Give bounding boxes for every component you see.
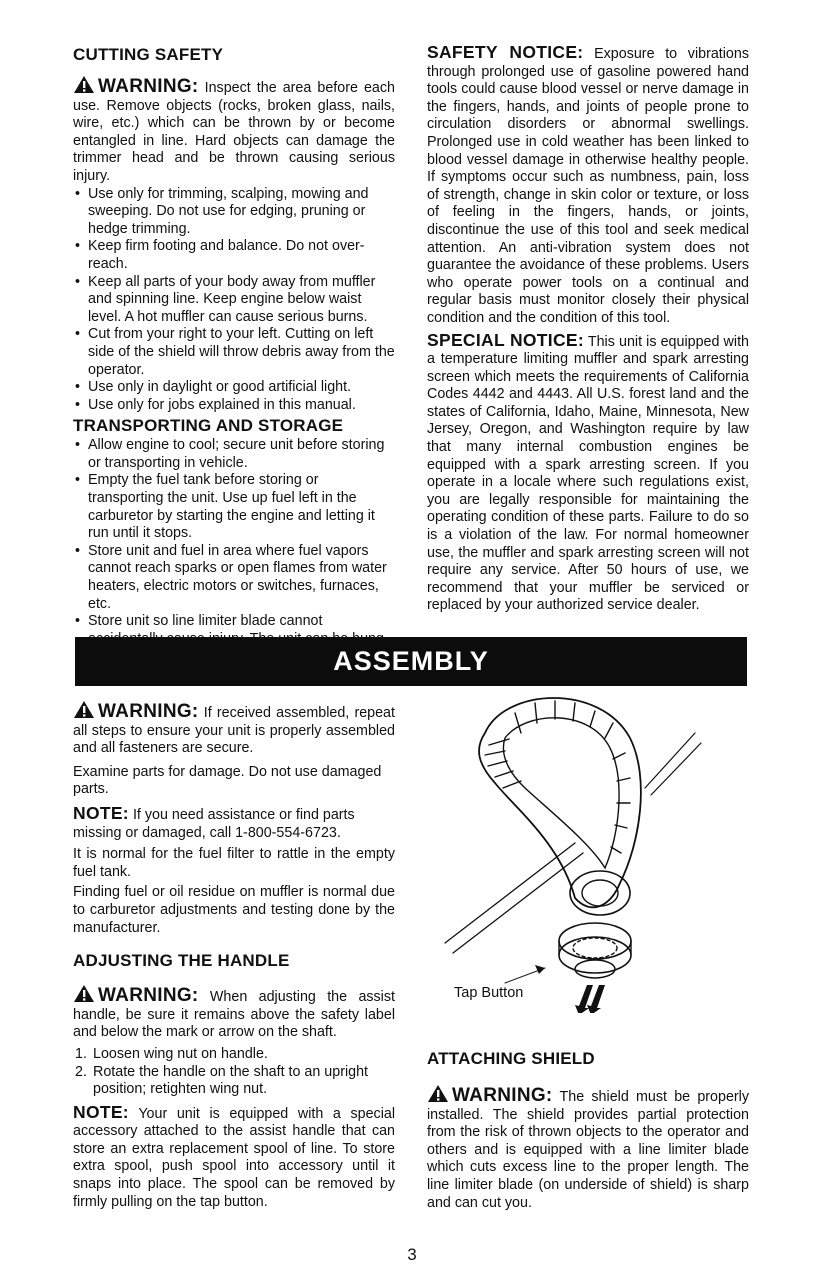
special-notice-label: SPECIAL NOTICE: xyxy=(427,329,584,350)
warning-text: Inspect the area before each use. Remove objects (rocks, broken glass, nails, wire, etc.) which can be thrown by or become entangled in line. Hard objects can damage the trimmer head and be thrown causing serious injury. xyxy=(73,80,395,184)
warning-text: If received assembled, repeat all steps to ensure your unit is properly assembled and all fasteners are secure. xyxy=(73,705,395,757)
assembly-warning xyxy=(73,700,395,758)
residue-text: Finding fuel or oil residue on muffler is normal due to carburetor adjustments and testing done by the manufacturer. xyxy=(73,884,395,936)
notices-section xyxy=(427,44,749,615)
note-label: NOTE: xyxy=(73,1101,129,1122)
list-item: • Keep all parts of your body away from muffler and spinning line. Keep engine below waist level. A hot muffler can cause serious burns. xyxy=(73,274,395,327)
warning-text: When adjusting the assist handle, be sure it remains above the safety label and below the mark or arrow on the shaft. xyxy=(73,989,395,1041)
list-item: • Cut from your right to your left. Cutting on left side of the shield will throw debris away from the operator. xyxy=(73,326,395,379)
list-item: • Empty the fuel tank before storing or transporting the unit. Use up fuel left in the carburetor by starting the engine and letting it run until it stops. xyxy=(73,472,395,542)
warning-triangle-icon xyxy=(73,75,95,94)
list-item: • Use only for trimming, scalping, mowing and sweeping. Do not use for edging, pruning or hedge trimming. xyxy=(73,186,395,239)
safety-notice-label: SAFETY NOTICE: xyxy=(427,42,584,62)
list-item: • Use only in daylight or good artificial light. xyxy=(73,379,395,397)
adjusting-handle-heading: ADJUSTING THE HANDLE xyxy=(73,951,290,971)
assistance-note xyxy=(73,802,395,842)
attaching-shield-section xyxy=(427,1048,749,1212)
transport-heading: TRANSPORTING AND STORAGE xyxy=(73,416,344,436)
warning-label: WARNING: xyxy=(98,985,199,1007)
spool-note xyxy=(73,1101,395,1212)
assist-handle-illustration xyxy=(425,693,710,1013)
cutting-safety-list xyxy=(73,186,395,415)
special-notice xyxy=(427,329,749,616)
assembly-section xyxy=(73,700,395,1211)
list-item: 1. Loosen wing nut on handle. xyxy=(75,1045,268,1062)
special-notice-text: This unit is equipped with a temperature limiting muffler and spark arresting screen which meets the requirements of California Codes 4442 and 4443. All U.S. forest land and the states of California, Idaho, Maine, Minnesota, New Jersey, Oregon, and Washington require by law that many internal combustion engines be equipped with a spark arresting screen. If you operate in a locale where such regulations exist, you are legally responsible for maintaining the operating condition of these parts. Failure to do so is a violation of the law. For normal homeowner use, the muffler and spark arresting screen will not require any service. After 50 hours of use, we recommend that your muffler be serviced or replaced by your authorized service dealer. xyxy=(427,333,749,614)
fuel-filter-text: It is normal for the fuel filter to rattle in the empty fuel tank. xyxy=(73,846,395,880)
cutting-safety-heading: CUTTING SAFETY xyxy=(73,45,224,64)
safety-notice xyxy=(427,44,749,328)
handle-steps xyxy=(73,1046,395,1099)
warning-triangle-icon xyxy=(427,1084,449,1103)
list-item: 2. Rotate the handle on the shaft to an upright position; retighten wing nut. xyxy=(75,1063,369,1098)
warning-label: WARNING: xyxy=(98,76,199,97)
pointer-arrow-icon xyxy=(535,965,545,974)
list-item: • Store unit and fuel in area where fuel vapors cannot reach sparks or open flames from water heaters, electric motors or switches, furnaces, etc. xyxy=(73,543,395,613)
warning-triangle-icon xyxy=(73,984,95,1003)
note-label: NOTE: xyxy=(73,802,129,823)
shield-warning xyxy=(427,1084,749,1212)
warning-triangle-icon xyxy=(73,700,95,719)
warning-label: WARNING: xyxy=(98,701,199,722)
examine-parts-text: Examine parts for damage. Do not use damaged parts. xyxy=(73,763,382,798)
cutting-warning xyxy=(73,75,395,186)
attaching-shield-heading: ATTACHING SHIELD xyxy=(427,1049,595,1068)
cutting-safety-section xyxy=(73,44,395,684)
page-number: 3 xyxy=(407,1245,417,1264)
warning-text: The shield must be properly installed. The shield provides partial protection from the risk of thrown objects to the operator and others and is equipped with a line limiter blade which cuts excess line to the proper length. The line limiter blade (on underside of shield) is sharp and can cut you. xyxy=(427,1089,749,1211)
list-item: • Store unit so line limiter blade cannot xyxy=(73,613,395,666)
note-text: If you need assistance or find parts missing or damaged, call 1-800-554-6723. xyxy=(73,806,355,841)
safety-notice-text: Exposure to vibrations through prolonged use of gasoline powered hand tools could cause blood vessel or nerve damage in the fingers, hands, and joints of people prone to circulation disorders or abnormal swellings. Prolonged use in cold weather has been linked to blood vessel damage in otherwise healthy people. If symptoms occur such as numbness, pain, loss of strength, change in skin color or texture, or loss of feeling in the fingers, hands, or joints, discontinue the use of this tool and seek medical attention. An anti-vibration system does not guarantee the avoidance of these problems. Users who operate power tools on a continual and regular basis must monitor closely their physical condition and the condition of this tool. xyxy=(427,46,749,326)
list-item: • Keep firm footing and balance. Do not over-reach. xyxy=(73,238,395,273)
push-arrows-icon xyxy=(575,985,605,1013)
list-item: • Allow engine to cool; secure unit before storing or transporting in vehicle. xyxy=(73,437,395,472)
handle-warning xyxy=(73,984,395,1042)
warning-label: WARNING: xyxy=(452,1085,553,1106)
tap-button-label: Tap Button xyxy=(454,985,524,1001)
note-text: Your unit is equipped with a special accessory attached to the assist handle that can store an extra replacement spool of line. To store extra spool, push spool into accessory until it snaps into place. The spool can be removed by firmly pulling on the tap button. xyxy=(73,1105,395,1210)
list-item: • Use only for jobs explained in this manual. xyxy=(73,397,395,415)
assembly-banner: ASSEMBLY xyxy=(75,637,747,686)
